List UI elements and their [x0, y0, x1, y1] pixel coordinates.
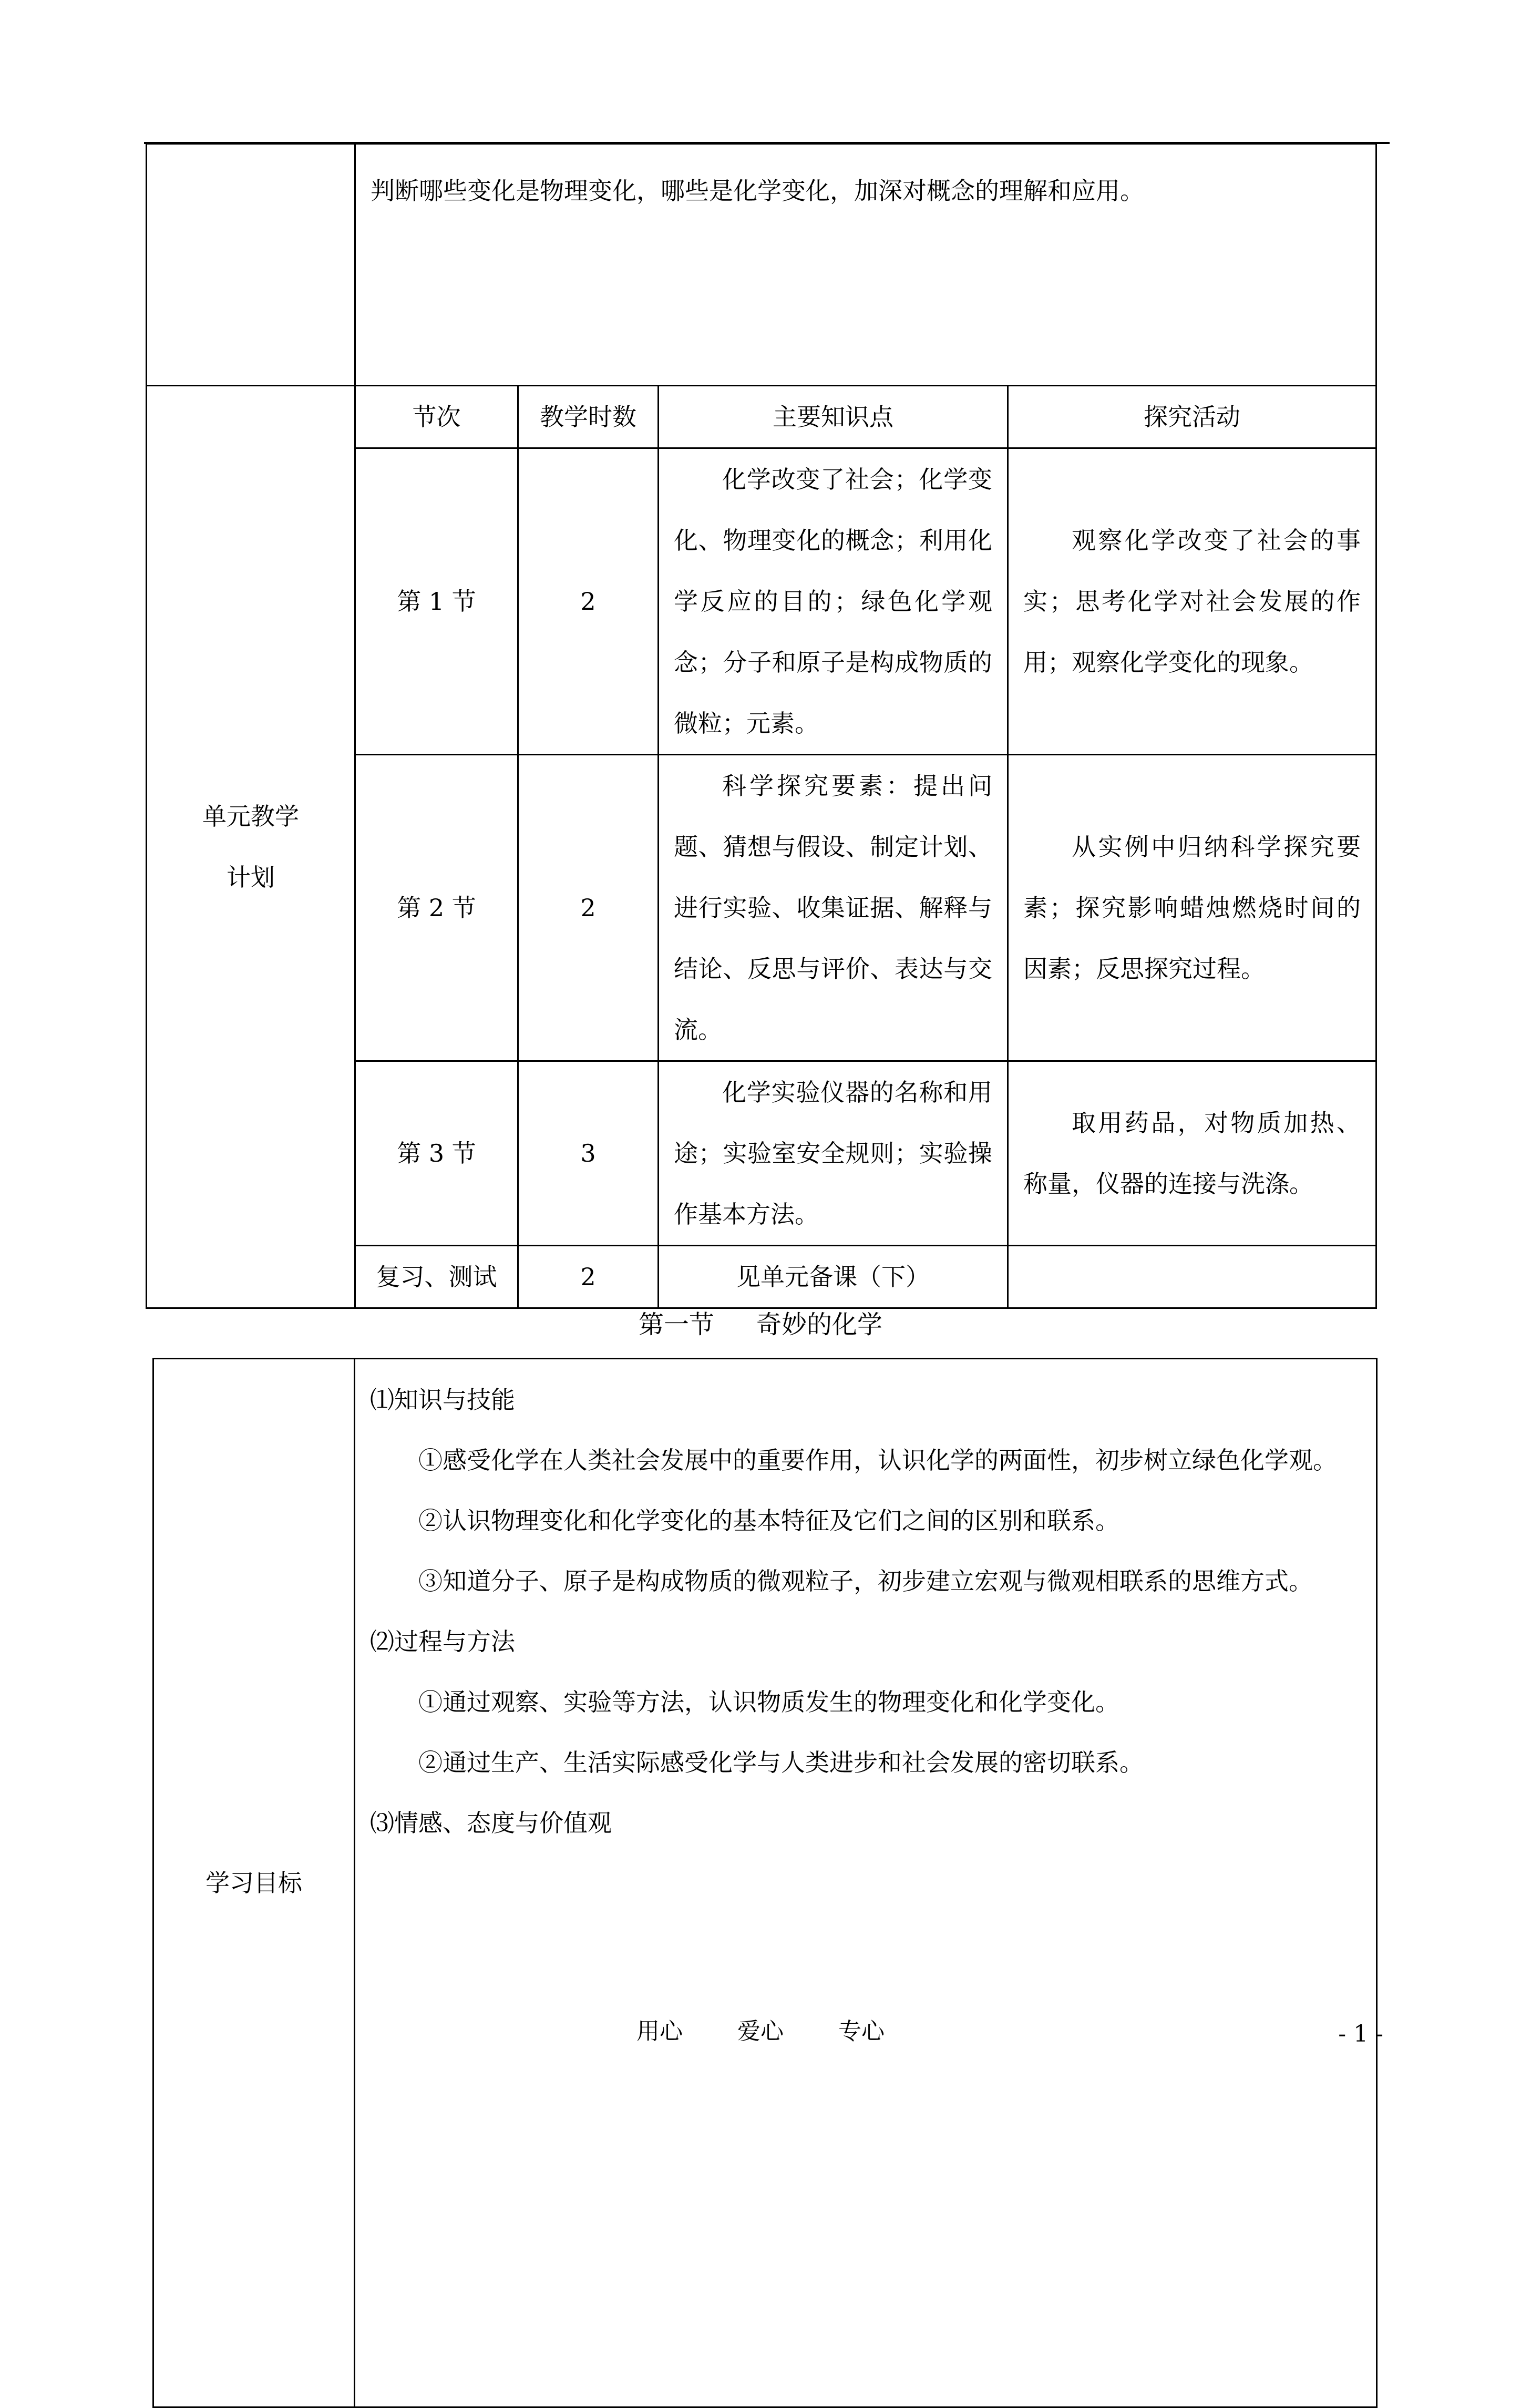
row-activities-text: 从实例中归纳科学探究要素；探究影响蜡烛燃烧时间的因素；反思探究过程。 [1023, 833, 1361, 983]
row-activities-text: 取用药品，对物质加热、称量，仪器的连接与洗涤。 [1023, 1109, 1361, 1198]
goal-item: ③知道分子、原子是构成物质的微观粒子，初步建立宏观与微观相联系的思维方式。 [418, 1567, 1313, 1595]
intro-text: 判断哪些变化是物理变化，哪些是化学变化，加深对概念的理解和应用。 [371, 177, 1144, 205]
section-number: 第一节 [638, 1310, 714, 1339]
goal-heading: ⑴知识与技能 [370, 1386, 515, 1414]
goal-item: ①通过观察、实验等方法，认识物质发生的物理变化和化学变化。 [418, 1688, 1119, 1716]
learning-goals-table [152, 1358, 1378, 2408]
row-hours: 2 [518, 1246, 659, 1308]
intro-row [147, 144, 1376, 386]
row-activities [1008, 1246, 1376, 1308]
row-hours: 3 [518, 1061, 659, 1246]
row-activities [1008, 1061, 1376, 1246]
header-knowledge: 主要知识点 [659, 386, 1008, 448]
goal-item: ①感受化学在人类社会发展中的重要作用，认识化学的两面性，初步树立绿色化学观。 [418, 1446, 1337, 1474]
row-activities [1008, 448, 1376, 755]
footer-item: 爱心 [737, 2018, 784, 2045]
row-activities [1008, 755, 1376, 1061]
header-hours: 教学时数 [518, 386, 659, 448]
section-name: 奇妙的化学 [756, 1310, 883, 1339]
header-row [147, 386, 1376, 448]
goal-body [355, 1359, 1377, 2407]
row-knowledge [659, 448, 1008, 755]
page-number: - 1 - [1338, 2021, 1383, 2047]
row-section: 第 2 节 [355, 755, 518, 1061]
goal-item: ②通过生产、生活实际感受化学与人类进步和社会发展的密切联系。 [418, 1748, 1144, 1777]
header-section: 节次 [355, 386, 518, 448]
row-activities-text: 观察化学改变了社会的事实；思考化学对社会发展的作用；观察化学变化的现象。 [1023, 526, 1361, 677]
goal-heading: ⑵过程与方法 [370, 1627, 515, 1656]
footer-item: 用心 [636, 2018, 683, 2045]
row-knowledge-text: 化学改变了社会；化学变化、物理变化的概念；利用化学反应的目的；绿色化学观念；分子和原子是构成物质的微粒；元素。 [674, 465, 992, 737]
goal-label: 学习目标 [153, 1359, 355, 2407]
row-section: 复习、测试 [355, 1246, 518, 1308]
goal-item: ②认识物理变化和化学变化的基本特征及它们之间的区别和联系。 [418, 1507, 1119, 1535]
row-section: 第 3 节 [355, 1061, 518, 1246]
row-hours: 2 [518, 755, 659, 1061]
section-title [146, 1308, 1375, 1341]
row-knowledge [659, 755, 1008, 1061]
plan-label-cell [147, 386, 355, 1308]
plan-label: 单元教学计划 [202, 802, 299, 892]
empty-label-cell [147, 144, 355, 386]
header-activities: 探究活动 [1008, 386, 1376, 448]
row-knowledge [659, 1061, 1008, 1246]
row-knowledge: 见单元备课（下） [659, 1246, 1008, 1308]
row-knowledge-text: 化学实验仪器的名称和用途；实验室安全规则；实验操作基本方法。 [674, 1078, 992, 1228]
row-knowledge-text: 科学探究要素：提出问题、猜想与假设、制定计划、进行实验、收集证据、解释与结论、反思与评价、表达与交流。 [674, 772, 992, 1044]
unit-plan-table [146, 143, 1377, 1309]
goal-heading: ⑶情感、态度与价值观 [370, 1809, 612, 1837]
row-hours: 2 [518, 448, 659, 755]
goal-row [153, 1359, 1377, 2407]
footer-item: 专心 [838, 2018, 885, 2045]
footer [0, 2016, 1521, 2047]
intro-text-cell [355, 144, 1376, 386]
row-section: 第 1 节 [355, 448, 518, 755]
